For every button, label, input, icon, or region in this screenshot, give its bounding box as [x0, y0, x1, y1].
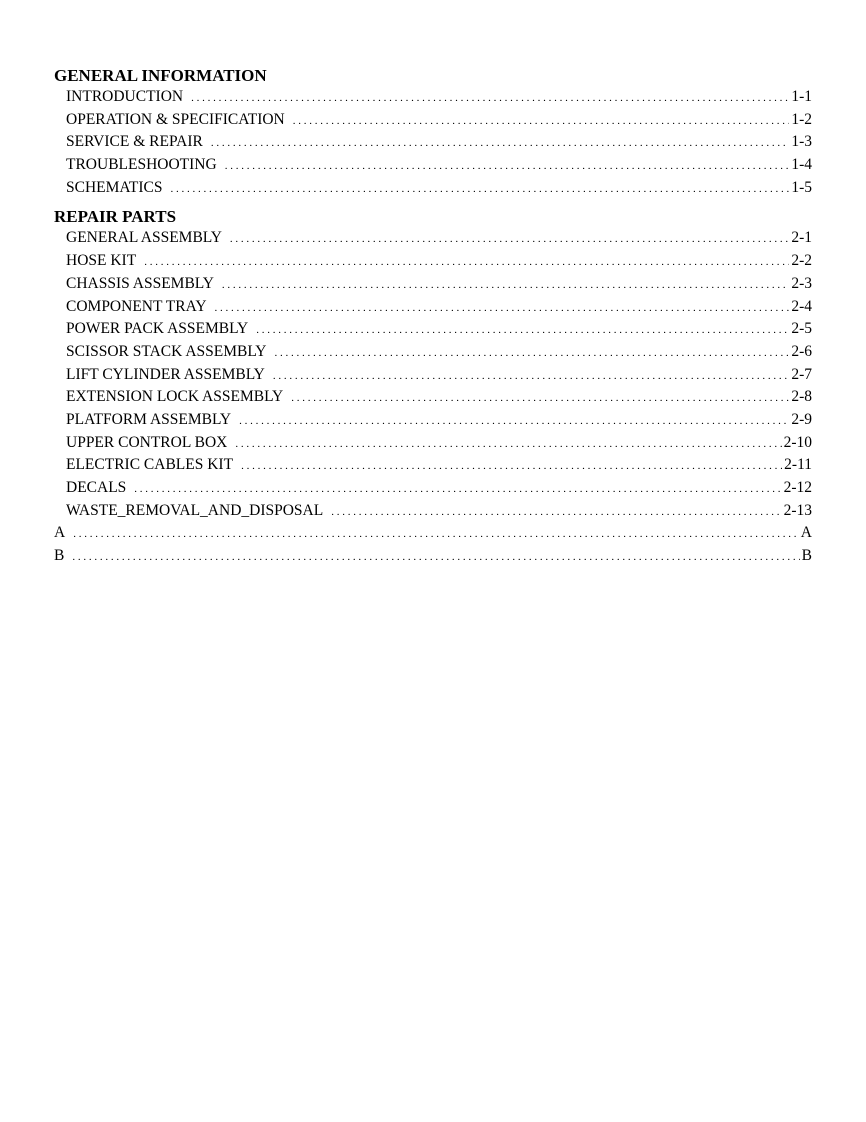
toc-entry-label: POWER PACK ASSEMBLY: [66, 320, 249, 338]
toc-entry-page: 2-3: [791, 274, 812, 292]
toc-entry-component-tray[interactable]: [54, 296, 812, 319]
dot-leader: [170, 178, 789, 201]
toc-entry-page: 1-4: [791, 156, 812, 174]
toc-entry-label: SCHEMATICS: [66, 178, 163, 196]
toc-entry-electric-cables-kit[interactable]: [54, 454, 812, 477]
toc-entry-label: LIFT CYLINDER ASSEMBLY: [66, 365, 265, 383]
toc-entry-page: 2-11: [784, 456, 812, 474]
toc-entry-page: 1-1: [791, 88, 812, 105]
dot-leader: [239, 410, 789, 433]
toc-entry-upper-control-box[interactable]: [54, 432, 812, 455]
dot-leader: [72, 546, 799, 569]
toc-entry-label: A: [54, 524, 66, 542]
toc-entry-appendix-a[interactable]: [54, 522, 812, 545]
toc-entry-label: OPERATION & SPECIFICATION: [66, 110, 285, 128]
toc-entry-page: 2-7: [791, 365, 812, 383]
toc-entry-label: ELECTRIC CABLES KIT: [66, 456, 234, 474]
toc-entry-troubleshooting[interactable]: [54, 154, 812, 177]
table-of-contents: [54, 66, 812, 568]
toc-entry-platform-assembly[interactable]: [54, 409, 812, 432]
toc-entry-label: B: [54, 547, 65, 565]
toc-entry-operation-specification[interactable]: [54, 109, 812, 132]
section-heading-repair-parts: REPAIR PARTS: [54, 207, 177, 227]
toc-entry-page: 2-6: [791, 342, 812, 360]
toc-entry-page: 1-5: [791, 178, 812, 196]
toc-entry-appendix-b[interactable]: [54, 545, 812, 568]
toc-entry-label: DECALS: [66, 479, 127, 496]
toc-entry-waste-removal-and-disposal[interactable]: [54, 500, 812, 523]
toc-entry-page: A: [800, 524, 812, 542]
toc-entry-lift-cylinder-assembly[interactable]: [54, 364, 812, 387]
dot-leader: [191, 87, 789, 110]
toc-entry-label: TROUBLESHOOTING: [66, 156, 217, 174]
toc-entry-label: SCISSOR STACK ASSEMBLY: [66, 342, 267, 360]
toc-entry-page: 2-10: [783, 433, 812, 451]
toc-entry-label: COMPONENT TRAY: [66, 297, 207, 315]
toc-entry-power-pack-assembly[interactable]: [54, 318, 812, 341]
toc-entry-page: 2-5: [791, 320, 812, 338]
toc-entry-page: 1-2: [791, 110, 812, 128]
toc-entry-page: 2-1: [791, 229, 812, 247]
toc-entry-label: HOSE KIT: [66, 252, 137, 270]
toc-entry-page: 2-8: [791, 388, 812, 406]
toc-entry-page: 2-4: [791, 297, 812, 315]
dot-leader: [225, 155, 790, 178]
dot-leader: [215, 297, 790, 320]
toc-entry-introduction[interactable]: [54, 86, 812, 109]
dot-leader: [293, 110, 790, 133]
toc-entry-label: UPPER CONTROL BOX: [66, 433, 228, 451]
dot-leader: [134, 478, 781, 501]
toc-entry-label: SERVICE & REPAIR: [66, 133, 203, 151]
toc-entry-general-assembly[interactable]: [54, 227, 812, 250]
toc-entry-label: GENERAL ASSEMBLY: [66, 229, 222, 247]
dot-leader: [275, 342, 790, 365]
section-heading-general-information: GENERAL INFORMATION: [54, 66, 267, 85]
toc-entry-page: 2-13: [783, 501, 812, 519]
toc-entry-page: 2-9: [791, 410, 812, 428]
toc-entry-page: B: [801, 547, 812, 565]
toc-entry-extension-lock-assembly[interactable]: [54, 386, 812, 409]
toc-entry-page: 2-2: [791, 252, 812, 270]
toc-entry-hose-kit[interactable]: [54, 250, 812, 273]
toc-entry-page: 1-3: [791, 133, 812, 151]
toc-entry-decals[interactable]: [54, 477, 812, 500]
toc-entry-scissor-stack-assembly[interactable]: [54, 341, 812, 364]
dot-leader: [230, 228, 789, 251]
dot-leader: [144, 251, 789, 274]
toc-entry-label: CHASSIS ASSEMBLY: [66, 274, 214, 292]
toc-entry-label: WASTE_REMOVAL_AND_DISPOSAL: [66, 501, 324, 519]
dot-leader: [331, 501, 781, 524]
dot-leader: [235, 433, 781, 456]
toc-entry-schematics[interactable]: [54, 177, 812, 200]
toc-entry-service-repair[interactable]: [54, 131, 812, 154]
dot-leader: [222, 274, 789, 297]
toc-entry-chassis-assembly[interactable]: [54, 273, 812, 296]
dot-leader: [291, 387, 789, 410]
dot-leader: [211, 132, 789, 155]
dot-leader: [256, 319, 789, 342]
toc-entry-label: INTRODUCTION: [66, 88, 184, 105]
toc-entry-page: 2-12: [783, 479, 812, 496]
dot-leader: [73, 523, 799, 546]
toc-entry-label: EXTENSION LOCK ASSEMBLY: [66, 388, 284, 406]
toc-entry-label: PLATFORM ASSEMBLY: [66, 410, 232, 428]
dot-leader: [241, 455, 782, 478]
dot-leader: [273, 365, 790, 388]
